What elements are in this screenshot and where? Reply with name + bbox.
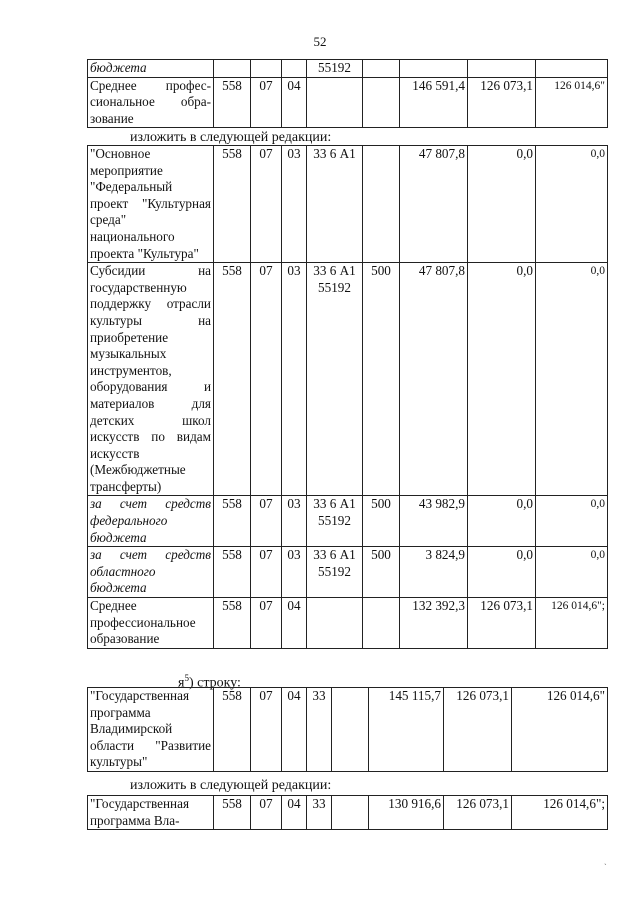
amount-year-2-cell — [468, 60, 536, 78]
table-row — [88, 547, 608, 598]
instruction-prefix: я — [178, 675, 185, 691]
amount-year-1-cell: 132 392,3 — [400, 598, 468, 649]
table-block-3 — [87, 687, 607, 772]
item-name-cell: Среднее профессиональное образование — [88, 598, 214, 649]
item-name-cell: "Государственная программа Владимирской области "Развитие культуры" — [88, 688, 214, 772]
item-name-cell: Среднее профес-сиональное обра-зование — [88, 77, 214, 128]
amount-year-3-cell: 0,0 — [536, 547, 608, 598]
ministry-code-cell: 558 — [214, 796, 251, 830]
target-article-cell — [307, 77, 363, 128]
ministry-code-cell: 558 — [214, 77, 251, 128]
table-row — [88, 598, 608, 649]
subsection-cell: 04 — [282, 796, 307, 830]
expense-type-cell — [332, 796, 369, 830]
amount-year-2-cell: 0,0 — [468, 263, 536, 496]
item-name-cell: за счет средств областного бюджета — [88, 547, 214, 598]
edit-instruction-3: изложить в следующей редакции: — [130, 778, 332, 793]
table-block-4 — [87, 795, 607, 830]
amount-year-3-cell: 0,0 — [536, 263, 608, 496]
amount-year-3-cell: 0,0 — [536, 146, 608, 263]
ministry-code-cell: 558 — [214, 547, 251, 598]
amount-year-2-cell: 126 073,1 — [444, 796, 512, 830]
target-article-cell — [307, 598, 363, 649]
amount-year-2-cell: 0,0 — [468, 547, 536, 598]
section-cell — [251, 60, 282, 78]
amount-year-3-cell: 126 014,6" — [536, 77, 608, 128]
section-cell: 07 — [251, 796, 282, 830]
instruction-suffix: ) строку: — [188, 675, 241, 691]
table-row — [88, 688, 608, 772]
target-article-cell: 33 6 А1 55192 — [307, 547, 363, 598]
amount-year-1-cell — [400, 60, 468, 78]
table-row — [88, 60, 608, 78]
amount-year-1-cell: 145 115,7 — [369, 688, 444, 772]
amount-year-3-cell: 126 014,6"; — [512, 796, 608, 830]
expense-type-cell — [363, 598, 400, 649]
budget-table — [87, 687, 608, 772]
page-number: 52 — [313, 34, 327, 49]
ministry-code-cell: 558 — [214, 146, 251, 263]
expense-type-cell: 500 — [363, 263, 400, 496]
amount-year-3-cell — [536, 60, 608, 78]
amount-year-3-cell: 126 014,6"; — [536, 598, 608, 649]
subsection-cell: 04 — [282, 77, 307, 128]
section-cell: 07 — [251, 547, 282, 598]
section-cell: 07 — [251, 598, 282, 649]
target-article-cell: 33 — [307, 796, 332, 830]
subsection-cell: 03 — [282, 263, 307, 496]
section-cell: 07 — [251, 146, 282, 263]
item-name-cell: за счет средств федерального бюджета — [88, 496, 214, 547]
subsection-cell: 04 — [282, 688, 307, 772]
table-row — [88, 796, 608, 830]
stray-mark: ˎ — [604, 856, 607, 865]
ministry-code-cell: 558 — [214, 496, 251, 547]
expense-type-cell: 500 — [363, 496, 400, 547]
budget-table — [87, 145, 608, 649]
target-article-cell: 33 — [307, 688, 332, 772]
subsection-cell — [282, 60, 307, 78]
table-row — [88, 263, 608, 496]
ministry-code-cell: 558 — [214, 688, 251, 772]
amount-year-1-cell: 130 916,6 — [369, 796, 444, 830]
subsection-cell: 03 — [282, 547, 307, 598]
expense-type-cell — [363, 146, 400, 263]
expense-type-cell — [332, 688, 369, 772]
table-block-2 — [87, 145, 607, 649]
section-cell: 07 — [251, 496, 282, 547]
amount-year-3-cell: 0,0 — [536, 496, 608, 547]
amount-year-1-cell: 47 807,8 — [400, 263, 468, 496]
table-row — [88, 496, 608, 547]
budget-table — [87, 59, 608, 128]
target-article-cell: 55192 — [307, 60, 363, 78]
budget-table — [87, 795, 608, 830]
subsection-cell: 03 — [282, 146, 307, 263]
amount-year-1-cell: 43 982,9 — [400, 496, 468, 547]
section-cell: 07 — [251, 263, 282, 496]
section-cell: 07 — [251, 77, 282, 128]
target-article-cell: 33 6 А1 — [307, 146, 363, 263]
expense-type-cell: 500 — [363, 547, 400, 598]
amount-year-3-cell: 126 014,6" — [512, 688, 608, 772]
item-name-cell: бюджета — [88, 60, 214, 78]
subsection-cell: 03 — [282, 496, 307, 547]
amount-year-2-cell: 126 073,1 — [468, 598, 536, 649]
amount-year-2-cell: 0,0 — [468, 146, 536, 263]
target-article-cell: 33 6 А1 55192 — [307, 263, 363, 496]
section-cell: 07 — [251, 688, 282, 772]
edit-instruction-1: изложить в следующей редакции: — [130, 130, 332, 145]
ministry-code-cell: 558 — [214, 263, 251, 496]
amount-year-2-cell: 0,0 — [468, 496, 536, 547]
expense-type-cell — [363, 60, 400, 78]
amount-year-2-cell: 126 073,1 — [444, 688, 512, 772]
item-name-cell: "Основное мероприятие "Федеральный проект "Культурная среда" национального проекта "Культура" — [88, 146, 214, 263]
table-row — [88, 77, 608, 128]
amount-year-2-cell: 126 073,1 — [468, 77, 536, 128]
footnote-ref: 5 — [184, 673, 189, 683]
amount-year-1-cell: 3 824,9 — [400, 547, 468, 598]
amount-year-1-cell: 146 591,4 — [400, 77, 468, 128]
table-block-1 — [87, 59, 607, 128]
expense-type-cell — [363, 77, 400, 128]
target-article-cell: 33 6 А1 55192 — [307, 496, 363, 547]
subsection-cell: 04 — [282, 598, 307, 649]
item-name-cell: Субсидии на государственную поддержку отрасли культуры на приобретение музыкальных инструментов, оборудования и материалов для детских школ искусств по видам искусств (Межбюджетные трансферты) — [88, 263, 214, 496]
ministry-code-cell — [214, 60, 251, 78]
amount-year-1-cell: 47 807,8 — [400, 146, 468, 263]
table-row — [88, 146, 608, 263]
ministry-code-cell: 558 — [214, 598, 251, 649]
item-name-cell: "Государственная программа Вла- — [88, 796, 214, 830]
